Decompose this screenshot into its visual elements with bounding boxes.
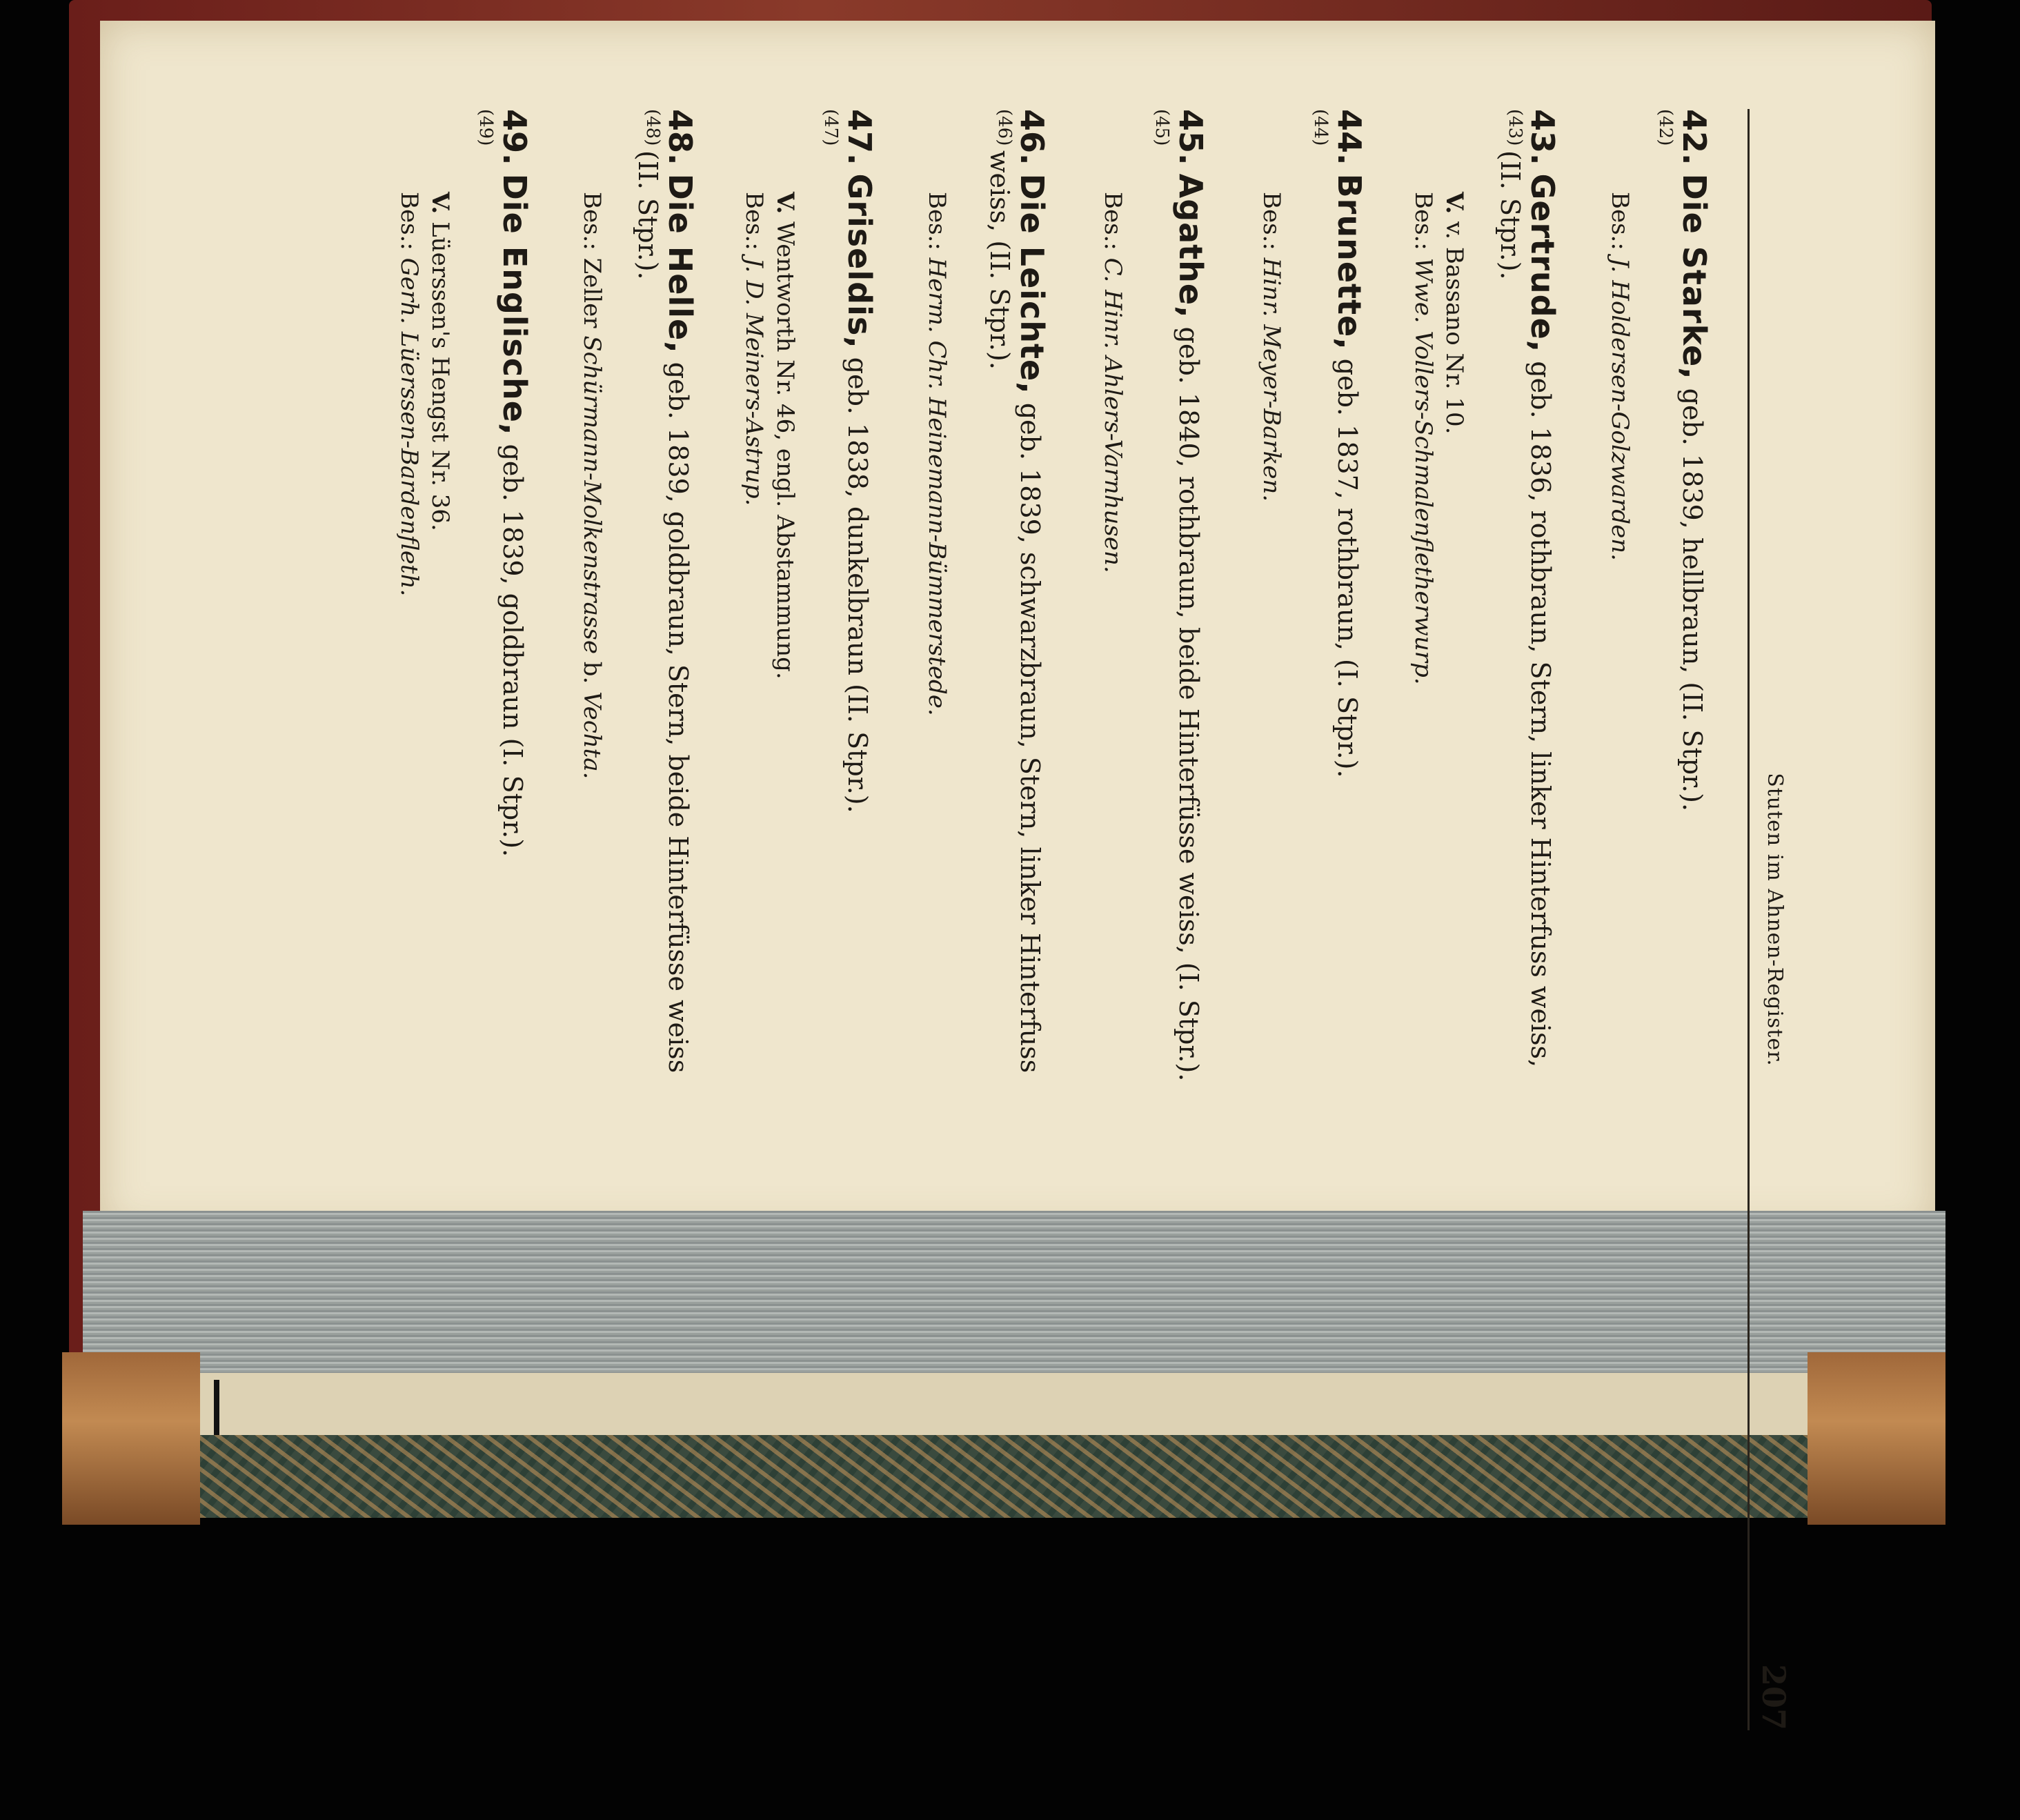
entry-name: Agathe,	[1172, 173, 1209, 319]
owner-line: Bes.: Zeller Schürmann-Molkenstrasse b. Vechta.	[578, 192, 606, 780]
entry-number: 48.	[662, 109, 699, 166]
entry-number: 47.	[841, 109, 878, 166]
page-number: 207	[1755, 1663, 1792, 1730]
owner-name: J. D. Meiners-Astrup.	[740, 257, 768, 506]
entry-ref: (42)	[1655, 109, 1676, 146]
owner-name: Schürmann-Molkenstrasse	[578, 335, 606, 654]
owner-name: C. Hinr. Ahlers-Varnhusen.	[1099, 257, 1127, 573]
entry-49	[475, 109, 533, 858]
running-title: Stuten im Ahnen-Register.	[1763, 773, 1787, 1067]
page-text-tail	[395, 26, 1792, 1820]
entry-ref: (48)	[642, 109, 663, 146]
owner-name: Herm. Chr. Heinemann-Bümmerstede.	[923, 257, 951, 716]
sire-line: V. Wentworth Nr. 46, engl. Abstammung.	[771, 192, 799, 680]
entry-name: Griseldis,	[841, 173, 878, 349]
owner-line: Bes.: Gerh. Lüerssen-Bardenfleth.	[395, 192, 423, 597]
entry-description-cont: (II. Stpr.).	[633, 150, 663, 280]
entry-description: geb. 1839, schwarzbraun, Stern, linker Hinterfuss	[1015, 402, 1045, 1074]
sire-line: V. v. Bassano Nr. 10.	[1440, 192, 1468, 435]
owner-name: Hinr. Meyer-Barken.	[1258, 257, 1285, 502]
entry-description: geb. 1836, rothbraun, Stern, linker Hinterfuss weiss,	[1525, 361, 1556, 1068]
entry-number: 49.	[496, 109, 533, 166]
entry-name: Die Leichte,	[1013, 173, 1051, 395]
entry-ref: (47)	[820, 109, 841, 146]
sire-name: v. Bassano Nr. 10.	[1440, 221, 1468, 435]
entry-ref: (49)	[475, 109, 496, 146]
entry-description: geb. 1839, goldbraun (I. Stpr.).	[497, 444, 528, 858]
sire-name: Lüerssen's Hengst Nr. 36.	[426, 221, 454, 531]
entry-ref: (43)	[1505, 109, 1525, 146]
entry-ref: (46)	[994, 109, 1015, 146]
owner-name: Gerh. Lüerssen-Bardenfleth.	[395, 257, 423, 597]
owner-name: Wwe. Vollers-Schmalenfletherwurp.	[1409, 257, 1437, 685]
owner-line: Bes.: Hinr. Meyer-Barken.	[1258, 192, 1285, 502]
owner-place: Vechta.	[578, 691, 606, 780]
owner-name: J. Holdersen-Golzwarden.	[1606, 257, 1634, 561]
sire-name: Wentworth Nr. 46, engl. Abstammung.	[771, 221, 799, 680]
owner-line: Bes.: J. D. Meiners-Astrup.	[740, 192, 768, 506]
leather-corner-left	[62, 1352, 200, 1525]
entry-description: geb. 1838, dunkelbraun (II. Stpr.).	[842, 357, 873, 813]
leather-corner-right	[1808, 1352, 1945, 1525]
entry-name: Brunette,	[1331, 173, 1368, 350]
entry-description-cont: (II. Stpr.).	[1495, 150, 1525, 280]
owner-line: Bes.: Wwe. Vollers-Schmalenfletherwurp.	[1409, 192, 1437, 685]
entry-name: Gertrude,	[1524, 173, 1561, 353]
page-cut	[214, 1380, 219, 1435]
entry-name: Die Helle,	[662, 173, 699, 354]
entry-number: 45.	[1172, 109, 1209, 166]
entry-number: 42.	[1676, 109, 1713, 166]
entry-description: geb. 1839, hellbraun, (II. Stpr.).	[1677, 388, 1707, 812]
owner-line: Bes.: Herm. Chr. Heinemann-Bümmerstede.	[923, 192, 951, 716]
entry-name: Die Englische,	[496, 173, 533, 436]
entry-description: geb. 1837, rothbraun, (I. Stpr.).	[1332, 358, 1363, 778]
owner-line: Bes.: J. Holdersen-Golzwarden.	[1606, 192, 1634, 561]
entry-name: Die Starke,	[1676, 173, 1713, 380]
entry-description: geb. 1840, rothbraun, beide Hinterfüsse weiss, (I. Stpr.).	[1174, 326, 1204, 1082]
owner-line: Bes.: C. Hinr. Ahlers-Varnhusen.	[1099, 192, 1127, 573]
entry-number: 44.	[1331, 109, 1368, 166]
entry-number: 46.	[1013, 109, 1051, 166]
sire-line: V. Lüerssen's Hengst Nr. 36.	[426, 192, 454, 531]
entry-description: geb. 1839, goldbraun, Stern, beide Hinterfüsse weiss	[663, 362, 693, 1074]
entry-ref: (44)	[1310, 109, 1331, 146]
entry-number: 43.	[1524, 109, 1561, 166]
entry-ref: (45)	[1151, 109, 1172, 146]
entry-description-cont: weiss, (II. Stpr.).	[984, 150, 1015, 370]
